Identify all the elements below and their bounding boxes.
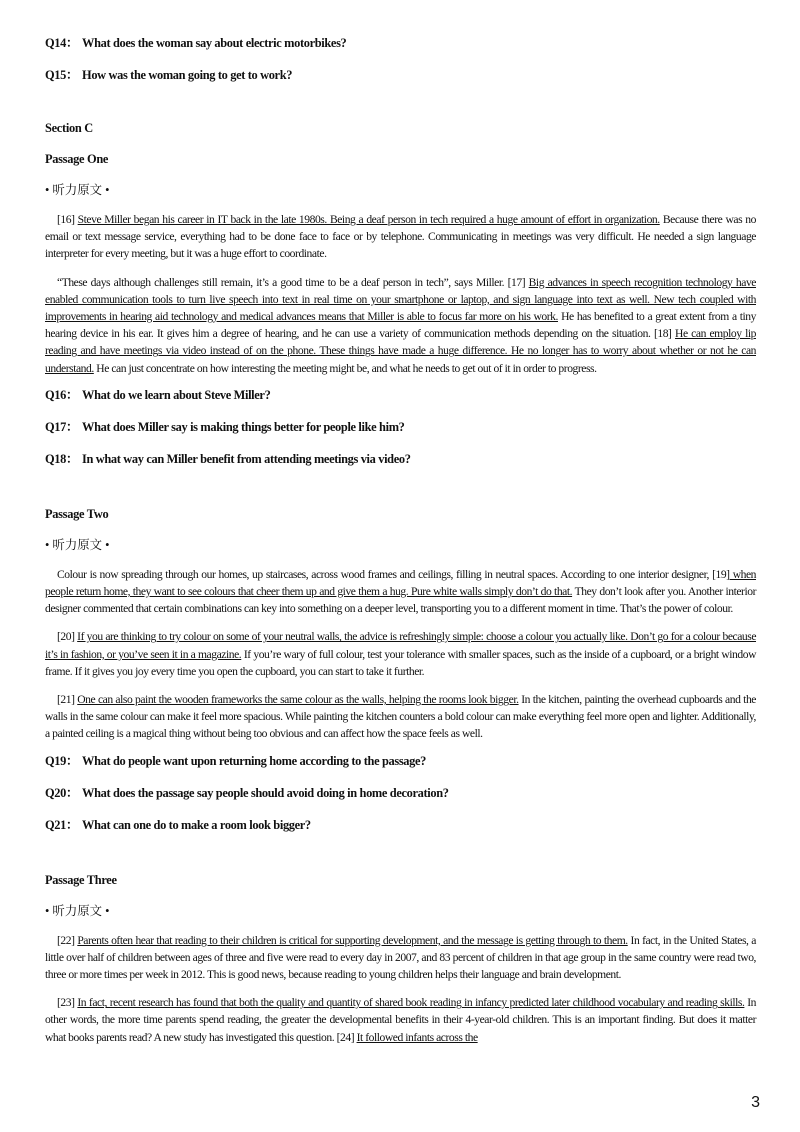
- question-q20: Q20： What does the passage say people should avoid doing in home decoration?: [45, 785, 449, 800]
- passage-two-paragraph-1: Colour is now spreading through our homes, up staircases, across wood frames and ceilings, filling in neutral spaces. According to one interior designer, [19] when people return home, they want to see colours that cheer them up and give them a hug. Pure white walls simply don’t do that. They don’t look after you. Another interior designer commented that certain combinations can key into something on a deeper level, transporting you to a different moment in time. That’s the power of colour.: [45, 567, 757, 616]
- question-q14: Q14： What does the woman say about electric motorbikes?: [45, 36, 347, 50]
- section-heading: Section C: [45, 121, 93, 135]
- passage-one-paragraph-1: [16] Steve Miller began his career in IT back in the late 1980s. Being a deaf person in tech required a huge amount of effort in organization. Because there was no email or text message service, everything had to be done face to face or by telephone. Communicating in meetings was very difficult. He needed a sign language interpreter for every meeting, but it was a huge effort to coordinate.: [45, 213, 756, 261]
- transcript-label: • 听力原文 •: [45, 183, 110, 197]
- question-q15: Q15： How was the woman going to get to work?: [45, 68, 293, 82]
- passage-two-paragraph-2: [20] If you are thinking to try colour on some of your neutral walls, the advice is refreshingly simple: choose a colour you actually like. Don’t go for a colour because it’s in fashion, or you’ve seen it in a magazine. If you’re wary of full colour, test your tolerance with smaller spaces, such as the inside of a cupboard, or a bright window frame. If it gives you joy every time you open the cupboard, you can start to take it further.: [45, 630, 757, 678]
- transcript-label: • 听力原文 •: [45, 903, 110, 918]
- question-q19: Q19： What do people want upon returning home according to the passage?: [45, 753, 426, 768]
- question-q21: Q21： What can one do to make a room look bigger?: [45, 817, 311, 832]
- passage-one-paragraph-2: “These days although challenges still remain, it’s a good time to be a deaf person in tech”, says Miller. [17] Big advances in speech recognition technology have enabled communication tools to turn live speech into text in real time on your smartphone or laptop, and sign language into text as well. New tech coupled with improvements in hearing aid technology and medical advances means that Miller is able to focus far more on his work. He has benefited to a great extent from a tiny hearing device in his ear. It gives him a degree of hearing, and he can use a variety of communication methods depending on the situation. [18] He can employ lip reading and have meetings via video instead of on the phone. These things have made a huge difference. He no longer has to worry about whether or not he can understand. He can just concentrate on how interesting the meeting might be, and what he needs to get out of it in order to progress.: [45, 275, 757, 375]
- passage-one-title: Passage One: [45, 152, 109, 166]
- passage-two-paragraph-3: [21] One can also paint the wooden frameworks the same colour as the walls, helping the rooms look bigger. In the kitchen, painting the overhead cupboards and the walls in the same colour can make it feel more spacious. While painting the kitchen counters a bold colour can make everything feel more open and lighter. Additionally, a painted ceiling is a magical thing without being too obvious and can affect how the space feels as well.: [45, 693, 756, 741]
- transcript-label: • 听力原文 •: [45, 537, 110, 552]
- page-number: 3: [751, 1094, 760, 1111]
- passage-three-paragraph-2: [23] In fact, recent research has found that both the quality and quantity of shared book reading in infancy predicted later childhood vocabulary and reading skills. In other words, the more time parents spend reading, the greater the developmental benefits in their 4-year-old children. This is an important finding. But does it matter what books parents read? A new study has investigated this question. [24] It followed infants across the: [45, 996, 756, 1044]
- question-q17: Q17： What does Miller say is making things better for people like him?: [45, 419, 405, 434]
- passage-two-title: Passage Two: [45, 506, 109, 521]
- question-q16: Q16： What do we learn about Steve Miller?: [45, 387, 271, 402]
- passage-three-paragraph-1: [22] Parents often hear that reading to their children is critical for supporting development, and the message is getting through to them. In fact, in the United States, a little over half of children between ages of three and five were read to every day in 2007, and 83 percent of children in that age group in the same country were read two, three or more times per week in 2012. This is good news, because reading to young children helps their language and brain development.: [45, 933, 756, 982]
- question-q18: Q18： In what way can Miller benefit from attending meetings via video?: [45, 451, 411, 466]
- passage-three-title: Passage Three: [45, 872, 117, 887]
- page-content: [45, 36, 756, 1057]
